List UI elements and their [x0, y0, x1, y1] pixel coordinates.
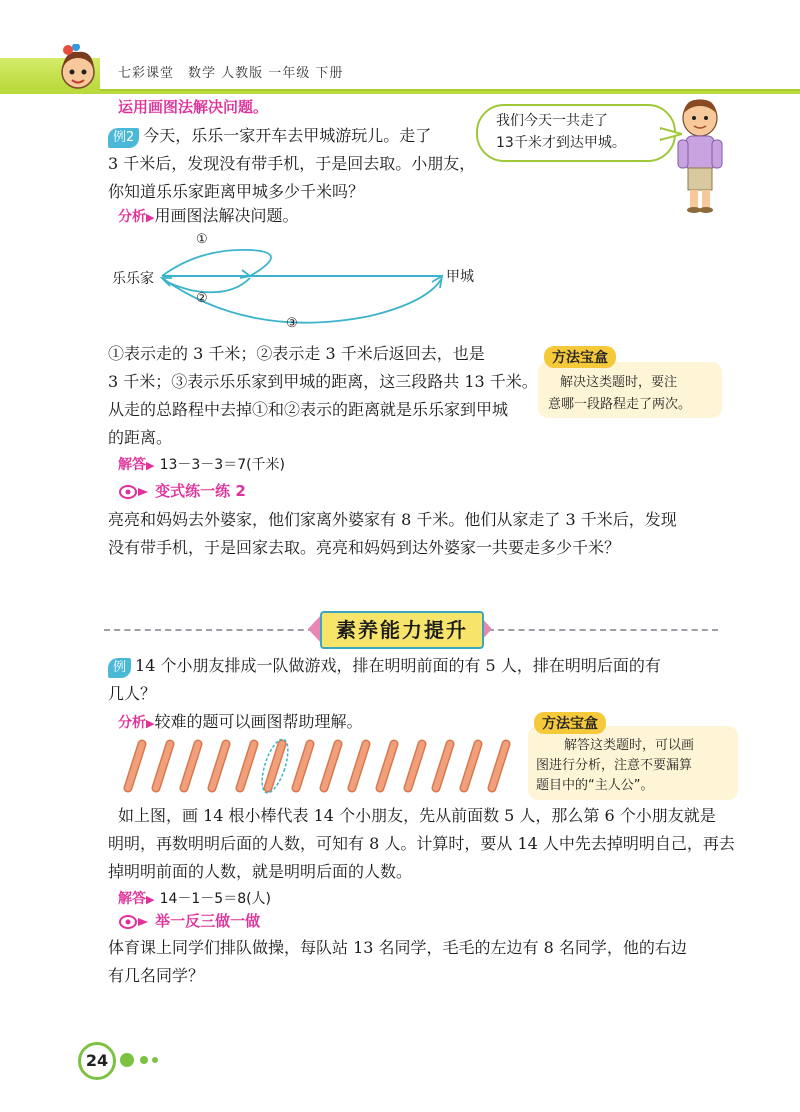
stick	[212, 744, 226, 788]
stick	[352, 744, 366, 788]
method-box-title: 方法宝盒	[544, 346, 616, 368]
stick	[156, 744, 170, 788]
practice-line: 亮亮和妈妈去外婆家，他们家离外婆家有 8 千米。他们从家走了 3 千米后，发现	[108, 510, 677, 529]
stick	[380, 744, 394, 788]
analysis-1	[118, 202, 298, 232]
practice-header-1	[118, 480, 246, 501]
stick	[492, 744, 506, 788]
method-box-title: 方法宝盒	[534, 712, 606, 734]
explanation-line: 3 千米；③表示乐乐家到甲城的距离，这三段路共 13 千米。	[108, 372, 538, 391]
example-tag: 例2	[108, 128, 139, 148]
analysis-text: 用画图法解决问题。	[154, 206, 299, 225]
example-line: 今天，乐乐一家开车去甲城游玩儿。走了	[143, 126, 432, 145]
answer-text: 13－3－3＝7(千米)	[159, 457, 286, 473]
example-line: 几人？	[108, 684, 157, 703]
speech-text: 我们今天一共走了 13千米才到达甲城。	[496, 113, 626, 151]
explanation-line: 掉明明前面的人数，就是明明后面的人数。	[108, 862, 413, 881]
stick	[240, 744, 254, 788]
stick	[257, 736, 293, 795]
stick	[184, 744, 198, 788]
method-box-text: 解决这类题时，要注 意哪一段路程走了两次。	[548, 375, 692, 412]
mark-1: ①	[196, 232, 208, 247]
example-tag: 例	[108, 658, 131, 678]
explanation-2	[108, 802, 758, 886]
mascot-icon	[54, 44, 102, 96]
stick	[408, 744, 422, 788]
analysis-label: 分析	[118, 209, 146, 225]
dot-decoration	[120, 1053, 134, 1067]
practice-line: 体育课上同学们排队做操，每队站 13 名同学，毛毛的左边有 8 名同学，他的右边	[108, 938, 687, 957]
analysis-2	[118, 708, 362, 738]
section-title: 运用画图法解决问题。	[118, 98, 269, 116]
example-section2	[108, 652, 748, 708]
explanation-line: ①表示走的 3 千米；②表示走 3 千米后返回去，也是	[108, 344, 485, 363]
answer-text: 14－1－5＝8(人)	[159, 891, 272, 907]
end-label: 甲城	[446, 269, 474, 285]
answer-label: 解答	[118, 891, 146, 907]
answer-1	[118, 450, 285, 480]
boy-illustration	[672, 96, 728, 214]
explanation-line: 明明，再数明明后面的人数，可知有 8 人。计算时，要从 14 人中先去掉明明自己，再去	[108, 834, 735, 853]
stick	[464, 744, 478, 788]
arrow-icon: ▶	[146, 717, 155, 730]
stick	[324, 744, 338, 788]
practice-header-2	[118, 910, 260, 931]
eye-arrow-icon	[118, 484, 150, 500]
example-line: 14 个小朋友排成一队做游戏，排在明明前面的有 5 人，排在明明后面的有	[135, 656, 661, 675]
book-info: 七彩课堂 数学 人教版 一年级 下册	[118, 66, 344, 81]
section-banner: 素养能力提升	[320, 611, 484, 649]
practice-line: 有几名同学？	[108, 966, 205, 985]
start-label: 乐乐家	[112, 271, 154, 287]
explanation-1	[108, 340, 538, 452]
practice-title: 变式练一练 2	[155, 482, 246, 500]
divider-left	[104, 629, 314, 631]
mark-3: ③	[286, 316, 298, 331]
dot-decoration	[152, 1057, 158, 1063]
dot-decoration	[140, 1056, 148, 1064]
practice-2	[108, 934, 758, 990]
answer-label: 解答	[118, 457, 146, 473]
sticks-diagram	[114, 736, 514, 796]
explanation-line: 的距离。	[108, 428, 173, 447]
stick	[128, 744, 142, 788]
practice-line: 没有带手机，于是回家去取。亮亮和妈妈到达外婆家一共要走多少千米？	[108, 538, 621, 557]
example-2	[108, 122, 488, 206]
eye-arrow-icon	[118, 914, 150, 930]
route-diagram	[110, 230, 490, 340]
arrow-icon: ▶	[146, 893, 155, 906]
example-line: 3 千米后，发现没有带手机，于是回去取。小朋友，	[108, 154, 476, 173]
analysis-text: 较难的题可以画图帮助理解。	[154, 712, 363, 731]
method-box-text: 解答这类题时，可以画 图进行分析，注意不要漏算 题目中的“主人公”。	[536, 738, 695, 793]
mark-2: ②	[196, 291, 208, 306]
page-number: 24	[78, 1042, 116, 1080]
header-divider	[100, 89, 800, 91]
analysis-label: 分析	[118, 715, 146, 731]
stick	[436, 744, 450, 788]
explanation-line: 如上图，画 14 根小棒代表 14 个小朋友，先从前面数 5 人，那么第 6 个小朋友就是	[118, 806, 716, 825]
example-line: 你知道乐乐家距离甲城多少千米吗？	[108, 182, 365, 201]
practice-1	[108, 506, 748, 562]
stick	[296, 744, 310, 788]
practice-title: 举一反三做一做	[155, 912, 261, 930]
explanation-line: 从走的总路程中去掉①和②表示的距离就是乐乐家到甲城	[108, 400, 509, 419]
arrow-icon: ▶	[146, 459, 155, 472]
divider-right	[488, 629, 718, 631]
arrow-icon: ▶	[146, 211, 155, 224]
